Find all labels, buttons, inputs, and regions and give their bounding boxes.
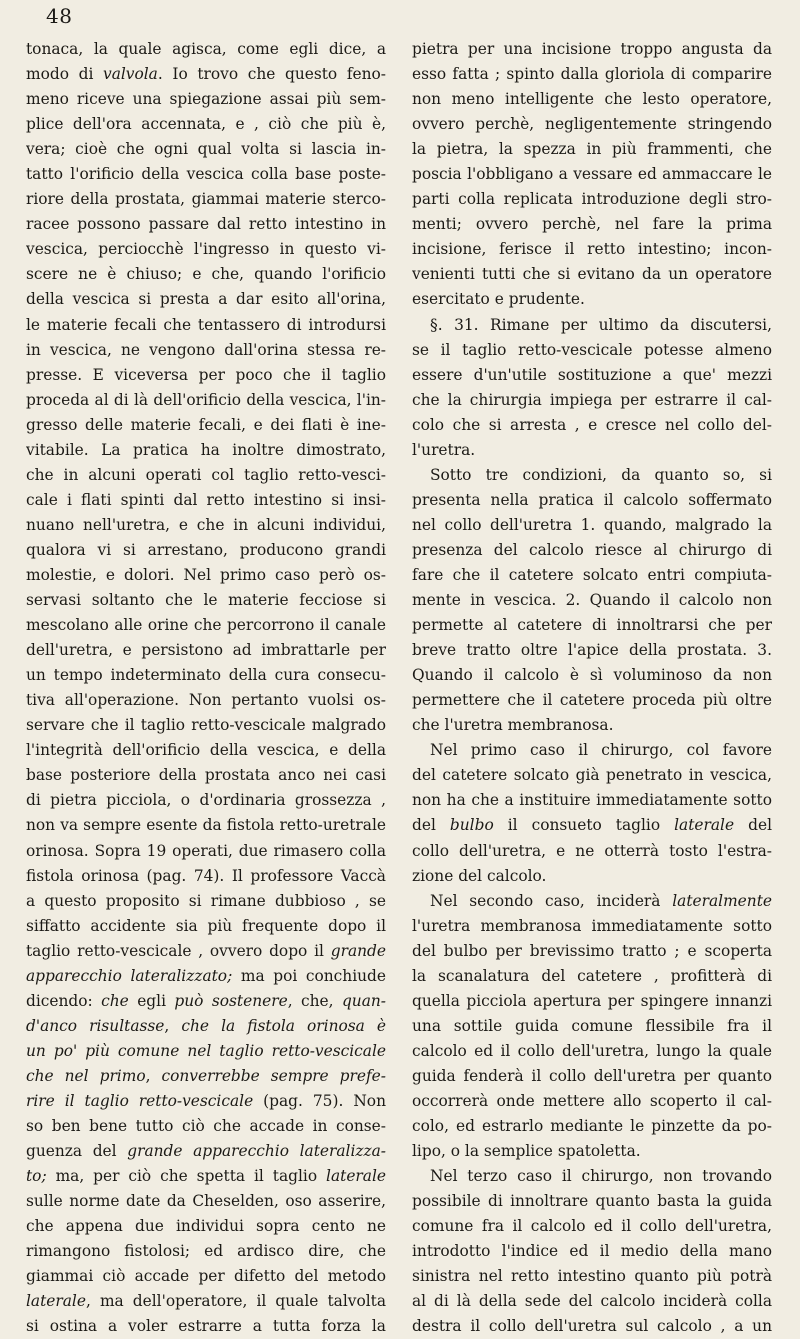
right-text-line: presenta nella pratica il calcolo soffermato	[412, 490, 772, 509]
left-text-line: della vescica si presta a dar esito all'orina,	[26, 290, 386, 309]
right-text-line: nel collo dell'uretra 1. quando, malgrado la	[412, 515, 772, 534]
left-text-line: d'anco risultasse, che la fistola orinosa è	[26, 1016, 386, 1035]
left-text-line: che appena due individui sopra cento ne	[26, 1217, 386, 1236]
left-text-line: un tempo indeterminato della cura consecu-	[26, 666, 386, 685]
right-text-line: la pietra, la spezza in più frammenti, che	[412, 140, 772, 159]
left-text-line: base posteriore della prostata anco nei casi	[26, 766, 386, 785]
right-text-line: non ha che a instituire immediatamente sotto	[412, 791, 772, 810]
right-text-line: del catetere solcato già penetrato in vescica,	[412, 766, 772, 785]
left-text-line: che nel primo, converrebbe sempre prefe-	[26, 1066, 386, 1085]
left-text-line: plice dell'ora accennata, e , ciò che più è,	[26, 115, 386, 134]
right-text-line: se il taglio retto-vescicale potesse almeno	[412, 340, 772, 359]
right-text-line: Quando il calcolo è sì voluminoso da non	[412, 666, 772, 685]
right-text-line: ovvero perchè, negligentemente stringendo	[412, 115, 772, 134]
right-text-line: del bulbo per brevissimo tratto ; e scoperta	[412, 941, 772, 960]
right-text-line: calcolo ed il collo dell'uretra, lungo la quale	[412, 1041, 772, 1060]
right-text-line: menti; ovvero perchè, nel fare la prima	[412, 215, 772, 234]
left-text-line: dicendo: che egli può sostenere, che, quan-	[26, 991, 386, 1010]
left-text-line: tatto l'orificio della vescica colla base poste-	[26, 165, 386, 184]
left-text-line: in vescica, ne vengono dall'orina stessa re-	[26, 340, 386, 359]
left-text-line: meno riceve una spiegazione assai più sem-	[26, 90, 386, 109]
right-text-line: presenza del calcolo riesce al chirurgo di	[412, 540, 772, 559]
right-text-line: esso fatta ; spinto dalla gloriola di comparire	[412, 65, 772, 84]
left-text-line: vescica, perciocchè l'ingresso in questo vi-	[26, 240, 386, 259]
right-text-line: parti colla replicata introduzione degli stro-	[412, 190, 772, 209]
left-text-line: gresso delle materie fecali, e dei flati è ine-	[26, 415, 386, 434]
left-text-line: non va sempre esente da fistola retto-uretrale	[26, 816, 386, 835]
right-text-line: che la chirurgia impiega per estrarre il cal-	[412, 390, 772, 409]
right-text-line: una sottile guida comune flessibile fra il	[412, 1016, 772, 1035]
left-text-line: guenza del grande apparecchio lateralizza-	[26, 1142, 386, 1161]
left-text-line: racee possono passare dal retto intestino in	[26, 215, 386, 234]
right-text-line: venienti tutti che si evitano da un operatore	[412, 265, 772, 284]
left-text-line: molestie, e dolori. Nel primo caso però os-	[26, 565, 386, 584]
right-text-line: Nel secondo caso, inciderà lateralmente	[430, 891, 772, 910]
right-text-line: permettere che il catetere proceda più oltre	[412, 691, 772, 710]
left-text-line: l'integrità dell'orificio della vescica, e della	[26, 741, 386, 760]
left-text-line: vera; cioè che ogni qual volta si lascia in-	[26, 140, 386, 159]
left-text-line: siffatto accidente sia più frequente dopo il	[26, 916, 386, 935]
right-text-line: breve tratto oltre l'apice della prostata. 3.	[412, 641, 772, 660]
right-text-line: l'uretra.	[412, 440, 476, 459]
right-text-column	[412, 37, 772, 1339]
right-text-line: §. 31. Rimane per ultimo da discutersi,	[430, 315, 772, 334]
right-text-line: collo dell'uretra, e ne otterrà tosto l'estra-	[412, 841, 772, 860]
left-text-line: vitabile. La pratica ha inoltre dimostrato,	[26, 440, 386, 459]
left-text-line: qualora vi si arrestano, producono grandi	[26, 540, 386, 559]
right-text-line: comune fra il calcolo ed il collo dell'uretra,	[412, 1217, 772, 1236]
right-text-line: quella picciola apertura per spingere innanzi	[412, 991, 772, 1010]
right-text-line: sinistra nel retto intestino quanto più potrà	[412, 1267, 772, 1286]
right-text-line: occorrerà onde mettere allo scoperto il cal-	[412, 1091, 772, 1110]
left-text-line: le materie fecali che tentassero di introdursi	[26, 315, 386, 334]
left-text-line: mescolano alle orine che percorrono il canale	[26, 616, 386, 635]
left-text-line: dell'uretra, e persistono ad imbrattarle per	[26, 641, 386, 660]
left-text-line: che in alcuni operati col taglio retto-vesci-	[26, 465, 386, 484]
right-text-line: introdotto l'indice ed il medio della mano	[412, 1242, 772, 1261]
right-text-line: colo, ed estrarlo mediante le pinzette da po-	[412, 1117, 772, 1136]
left-text-line: taglio retto-vescicale , ovvero dopo il grande	[26, 941, 386, 960]
right-text-line: Nel primo caso il chirurgo, col favore	[430, 741, 772, 760]
left-text-line: a questo proposito si rimane dubbioso , se	[26, 891, 386, 910]
right-text-line: esercitato e prudente.	[412, 290, 585, 309]
left-text-line: modo di valvola. Io trovo che questo feno-	[26, 65, 386, 84]
page-number: 48	[46, 4, 73, 28]
left-text-line: sulle norme date da Cheselden, oso asserire,	[26, 1192, 386, 1211]
left-text-line: laterale, ma dell'operatore, il quale talvolta	[26, 1292, 386, 1311]
right-text-line: colo che si arresta , e cresce nel collo del-	[412, 415, 772, 434]
left-text-line: so ben bene tutto ciò che accade in conse-	[26, 1117, 386, 1136]
left-text-line: fistola orinosa (pag. 74). Il professore Vaccà	[26, 866, 386, 885]
right-text-line: fare che il catetere solcato entri compiuta-	[412, 565, 772, 584]
right-text-line: la scanalatura del catetere , profitterà di	[412, 966, 772, 985]
right-text-line: del bulbo il consueto taglio laterale del	[412, 816, 772, 835]
left-text-line: presse. E viceversa per poco che il taglio	[26, 365, 386, 384]
left-text-line: apparecchio lateralizzato; ma poi conchiude	[26, 966, 386, 985]
right-text-line: mente in vescica. 2. Quando il calcolo non	[412, 591, 772, 610]
left-text-line: giammai ciò accade per difetto del metodo	[26, 1267, 386, 1286]
right-text-line: poscia l'obbligano a vessare ed ammaccare le	[412, 165, 772, 184]
left-text-line: un po' più comune nel taglio retto-vescicale	[26, 1041, 386, 1060]
right-text-line: al di là della sede del calcolo inciderà colla	[412, 1292, 772, 1311]
right-text-line: destra il collo dell'uretra sul calcolo , a un	[412, 1317, 772, 1336]
right-text-line: permette al catetere di innoltrarsi che per	[412, 616, 772, 635]
right-text-line: l'uretra membranosa immediatamente sotto	[412, 916, 772, 935]
right-text-line: lipo, o la semplice spatoletta.	[412, 1142, 641, 1161]
right-text-line: Sotto tre condizioni, da quanto so, si	[430, 465, 772, 484]
left-text-line: rire il taglio retto-vescicale (pag. 75). Non	[26, 1091, 386, 1110]
left-text-line: proceda al di là dell'orificio della vescica, l'in-	[26, 390, 386, 409]
left-text-line: di pietra picciola, o d'ordinaria grossezza ,	[26, 791, 386, 810]
right-text-line: guida fenderà il collo dell'uretra per quanto	[412, 1066, 772, 1085]
right-text-line: non meno intelligente che lesto operatore,	[412, 90, 772, 109]
right-text-line: incisione, ferisce il retto intestino; incon-	[412, 240, 772, 259]
left-text-line: to; ma, per ciò che spetta il taglio laterale	[26, 1167, 386, 1186]
left-text-line: scere ne è chiuso; e che, quando l'orificio	[26, 265, 386, 284]
left-text-line: cale i flati spinti dal retto intestino si insi-	[26, 490, 386, 509]
left-text-line: nuano nell'uretra, e che in alcuni individui,	[26, 515, 386, 534]
right-text-line: zione del calcolo.	[412, 866, 547, 885]
left-text-line: si ostina a voler estrarre a tutta forza la	[26, 1317, 386, 1336]
left-text-column	[26, 37, 386, 1339]
right-text-line: Nel terzo caso il chirurgo, non trovando	[430, 1167, 772, 1186]
left-text-line: tiva all'operazione. Non pertanto vuolsi os-	[26, 691, 386, 710]
left-text-line: servasi soltanto che le materie fecciose si	[26, 591, 386, 610]
right-text-line: possibile di innoltrare quanto basta la guida	[412, 1192, 772, 1211]
right-text-line: essere d'un'utile sostituzione a que' mezzi	[412, 365, 772, 384]
left-text-line: orinosa. Sopra 19 operati, due rimasero colla	[26, 841, 386, 860]
left-text-line: rimangono fistolosi; ed ardisco dire, che	[26, 1242, 386, 1261]
left-text-line: servare che il taglio retto-vescicale malgrado	[26, 716, 386, 735]
right-text-line: che l'uretra membranosa.	[412, 716, 614, 735]
right-text-line: pietra per una incisione troppo angusta da	[412, 40, 772, 58]
left-text-line: riore della prostata, giammai materie sterco-	[26, 190, 386, 209]
left-text-line: tonaca, la quale agisca, come egli dice, a	[26, 40, 386, 58]
